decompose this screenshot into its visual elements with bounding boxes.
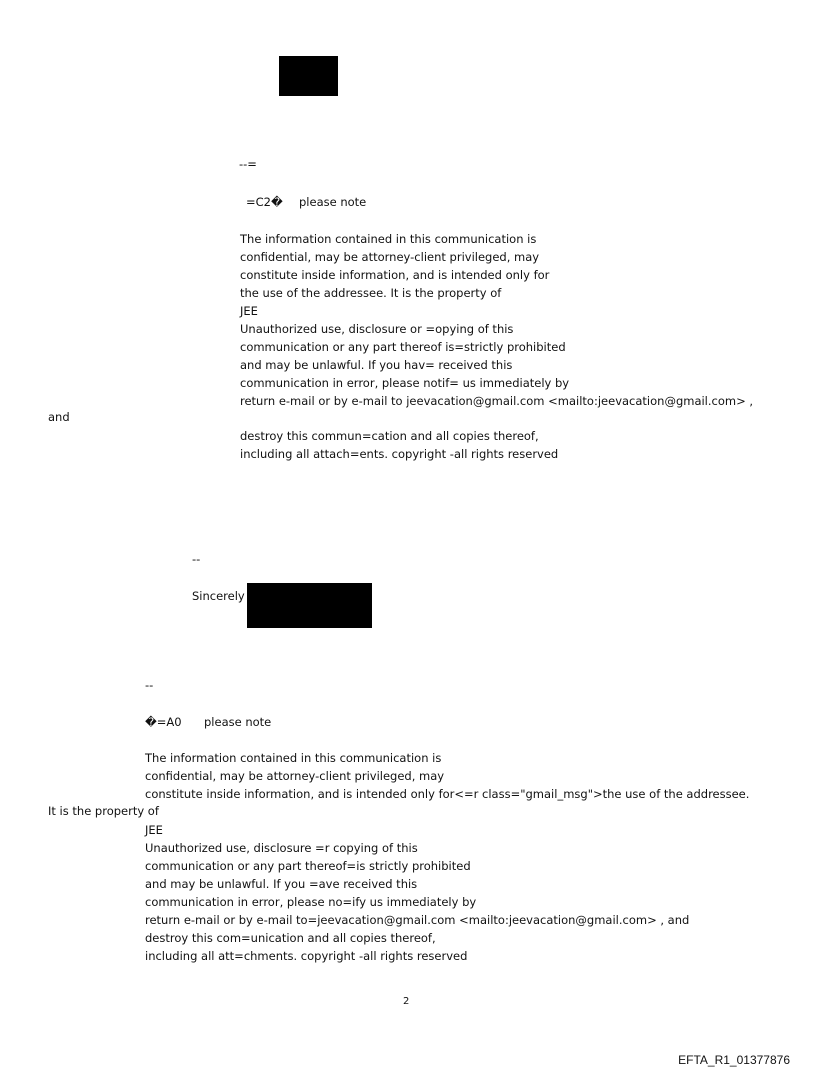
section1-body-line: including all attach=ents. copyright -all rights reserved xyxy=(240,447,559,461)
section1-body-line: JEE xyxy=(240,304,258,318)
section1-body-line: destroy this commun=cation and all copies thereof, xyxy=(240,429,539,443)
section1-body-line: communication in error, please notif= us immediately by xyxy=(240,376,570,390)
section1-note-prefix: =C2� xyxy=(246,195,283,209)
section2-body-line: and may be unlawful. If you =ave received this xyxy=(145,877,418,891)
section1-dash: --= xyxy=(239,157,257,171)
section2-body xyxy=(145,821,689,965)
section2-note-prefix: �=A0 xyxy=(145,715,182,729)
section1-body-line: constitute inside information, and is intended only for xyxy=(240,268,550,282)
section2-note-text: please note xyxy=(204,715,272,729)
document-id-footer: EFTA_R1_01377876 xyxy=(678,1053,790,1067)
section1-body-line: and may be unlawful. If you hav= received this xyxy=(240,358,513,372)
section2-body-line: communication or any part thereof=is strictly prohibited xyxy=(145,859,471,873)
section2-body-line: including all att=chments. copyright -all rights reserved xyxy=(145,949,468,963)
section1-body-line: Unauthorized use, disclosure or =opying of this xyxy=(240,322,514,336)
section2-body-line: communication in error, please no=ify us immediately by xyxy=(145,895,477,909)
section2-body-line: The information contained in this communication is xyxy=(145,751,442,765)
page-number: 2 xyxy=(403,996,410,1007)
section2-body-line: destroy this com=unication and all copies thereof, xyxy=(145,931,436,945)
section2-body-head xyxy=(145,749,749,803)
section1-body-line: communication or any part thereof is=strictly prohibited xyxy=(240,340,566,354)
signature-closing: Sincerely xyxy=(192,589,245,603)
section1-body-line: The information contained in this communication is xyxy=(240,232,537,246)
section2-dash: -- xyxy=(145,678,154,692)
signature-dash: -- xyxy=(192,552,201,566)
section1-note-text: please note xyxy=(299,195,367,209)
section2-body-line: return e-mail or by e-mail to=jeevacation@gmail.com <mailto:jeevacation@gmail.com> , and xyxy=(145,913,690,927)
redaction-box-top xyxy=(279,56,338,96)
section1-wrap-word: and xyxy=(48,410,70,424)
section1-body-line: the use of the addressee. It is the property of xyxy=(240,286,502,300)
section1-body-tail xyxy=(240,427,558,463)
section1-body-line: confidential, may be attorney-client privileged, may xyxy=(240,250,540,264)
section1-body-line: return e-mail or by e-mail to jeevacation@gmail.com <mailto:jeevacation@gmail.com> , xyxy=(240,394,754,408)
section2-body-line: Unauthorized use, disclosure =r copying of this xyxy=(145,841,418,855)
section2-body-line: constitute inside information, and is intended only for<=r class="gmail_msg">the use of the addressee. xyxy=(145,787,750,801)
section2-body-line: JEE xyxy=(145,823,163,837)
section2-body-line: confidential, may be attorney-client privileged, may xyxy=(145,769,445,783)
section2-wrap-line: It is the property of xyxy=(48,804,159,818)
redaction-box-signature xyxy=(247,583,372,628)
section1-body xyxy=(240,230,753,410)
